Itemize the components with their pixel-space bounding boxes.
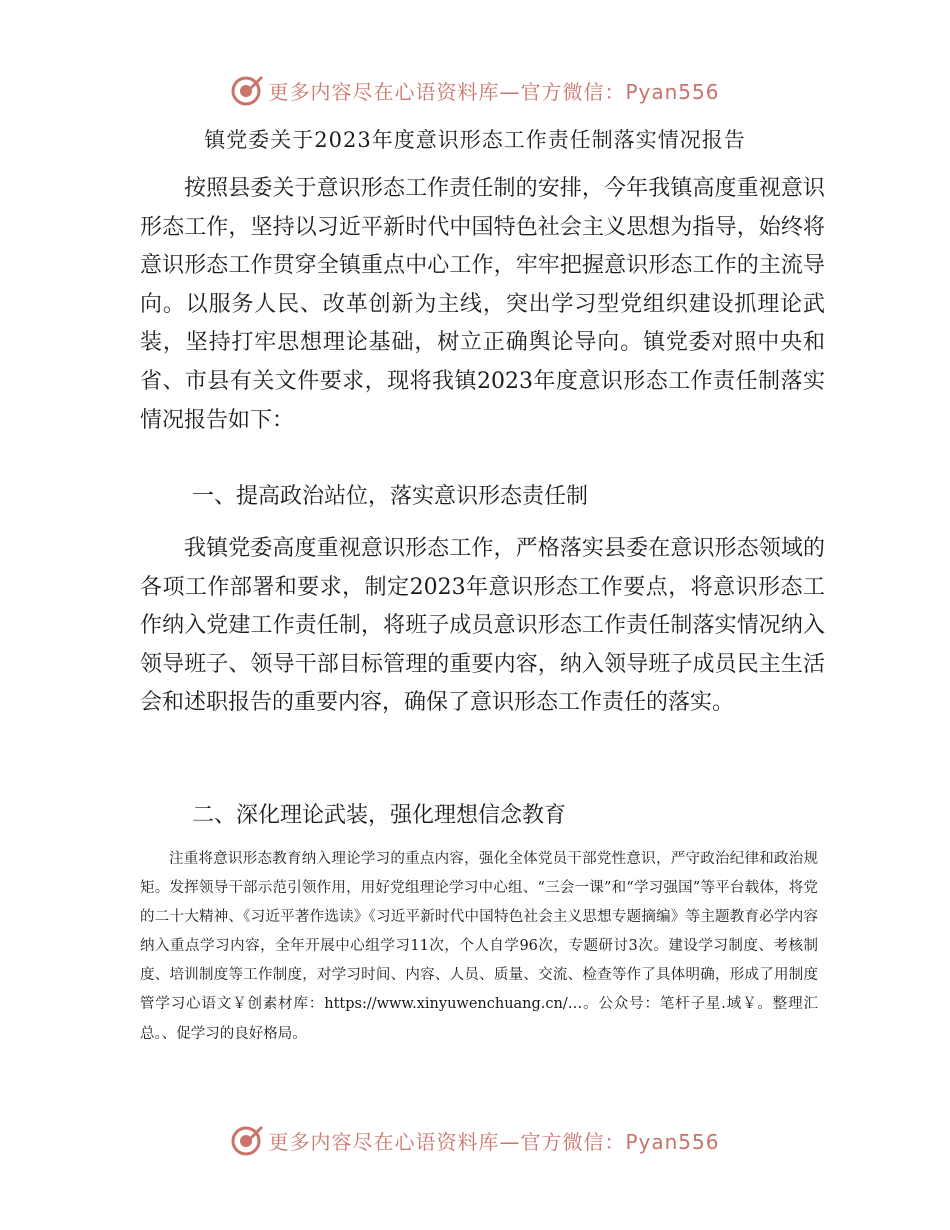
intro-paragraph: 按照县委关于意识形态工作责任制的安排，今年我镇高度重视意识形态工作，坚持以习近平新时代中国特色社会主义思想为指导，始终将意识形态工作贯穿全镇重点中心工作，牢牢把握意识形态工作的主流导向。以服务人民、改革创新为主线，突出学习型党组织建设抓理论武装，坚持打牢思想理论基础，树立正确舆论导向。镇党委对照中央和省、市县有关文件要求，现将我镇2023年度意识形态工作责任制落实情况报告如下： bbox=[140, 176, 825, 433]
watermark-text: 更多内容尽在心语资料库—官方微信：Pyan556 bbox=[268, 79, 720, 104]
footer-watermark-banner bbox=[0, 1120, 950, 1160]
quill-seal-icon bbox=[230, 73, 264, 107]
section-1-paragraph: 我镇党委高度重视意识形态工作，严格落实县委在意识形态领域的各项工作部署和要求，制定2023年意识形态工作要点，将意识形态工作纳入党建工作责任制，将班子成员意识形态工作责任制落实情况纳入领导班子、领导干部目标管理的重要内容，纳入领导班子成员民主生活会和述职报告的重要内容，确保了意识形态工作责任的落实。 bbox=[140, 536, 825, 716]
watermark-text: 更多内容尽在心语资料库—官方微信：Pyan556 bbox=[268, 1129, 720, 1154]
header-watermark-banner bbox=[0, 70, 950, 110]
section-1-heading: 一、提高政治站位，落实意识形态责任制 bbox=[192, 484, 589, 509]
section-2-heading: 二、深化理论武装，强化理想信念教育 bbox=[192, 803, 567, 828]
quill-seal-icon bbox=[230, 1123, 264, 1157]
document-title: 镇党委关于2023年度意识形态工作责任制落实情况报告 bbox=[204, 128, 746, 152]
section-2-paragraph: 注重将意识形态教育纳入理论学习的重点内容，强化全体党员干部党性意识，严守政治纪律和政治规矩。发挥领导干部示范引领作用，用好党组理论学习中心组、“三会一课”和“学习强国”等平台载体，将党的二十大精神、《习近平著作选读》《习近平新时代中国特色社会主义思想专题摘编》等主题教育必学内容纳入重点学习内容，全年开展中心组学习11次，个人自学96次，专题研讨3次。建设学习制度、考核制度、培训制度等工作制度，对学习时间、内容、人员、质量、交流、检查等作了具体明确，形成了用制度管学习心语文￥创素材库：https://www.xinyuwenchuang.cn/…。公众号：笔杆子星.域￥。整理汇总。、促学习的良好格局。 bbox=[140, 851, 818, 1042]
